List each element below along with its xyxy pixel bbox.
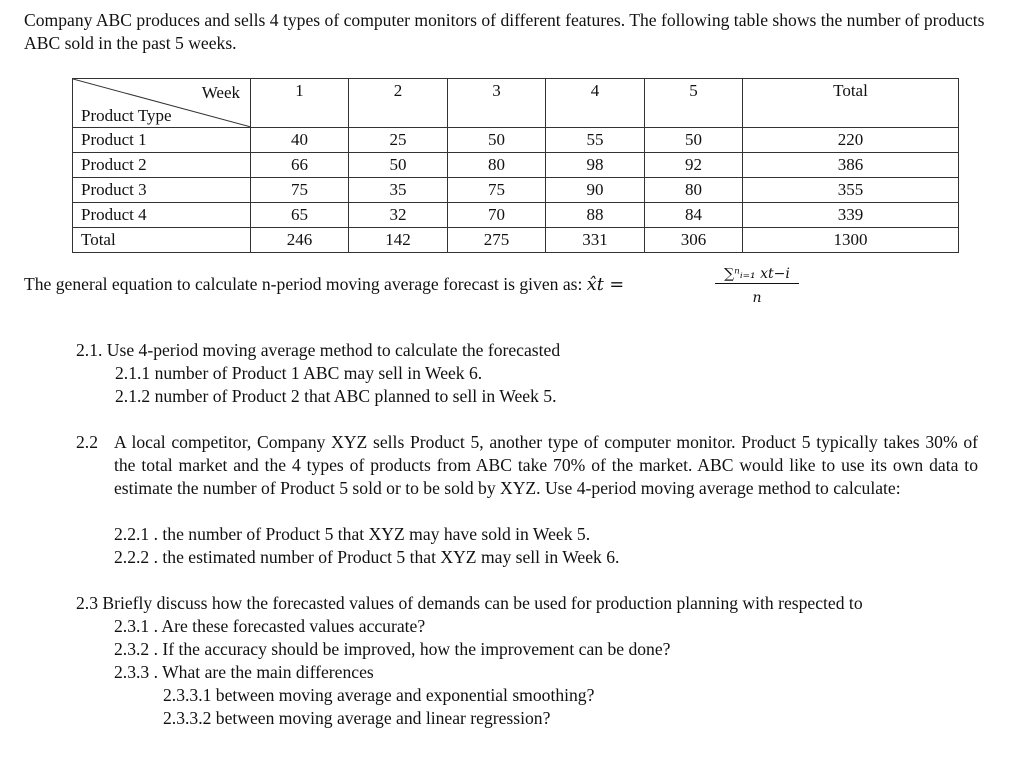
grand-total: 1300 — [743, 228, 959, 253]
table-cell: 35 — [349, 178, 448, 203]
table-cell: 55 — [546, 128, 645, 153]
row-total: 339 — [743, 203, 959, 228]
week-column-header: 1 — [251, 79, 349, 128]
week-header: Week — [201, 83, 240, 102]
table-cell: 246 — [251, 228, 349, 253]
corner-cell — [73, 79, 251, 128]
question-2-3-title: 2.3 Briefly discuss how the forecasted values of demands can be used for production planning with respected to — [76, 593, 863, 613]
question-2-2-1: 2.2.1 . the number of Product 5 that XYZ may have sold in Week 5. — [114, 524, 591, 544]
table-cell: 98 — [546, 153, 645, 178]
table-cell: 50 — [448, 128, 546, 153]
table-cell: 84 — [645, 203, 743, 228]
table-cell: 70 — [448, 203, 546, 228]
equation-fraction — [715, 266, 799, 306]
table-cell: 90 — [546, 178, 645, 203]
week-column-header: 3 — [448, 79, 546, 128]
question-2-3-2: 2.3.2 . If the accuracy should be improved, how the improvement can be done? — [114, 639, 671, 659]
table-cell: 75 — [448, 178, 546, 203]
table-header-row — [73, 79, 959, 128]
equation-denominator: n — [752, 290, 762, 306]
equation-lhs: x̂t = — [586, 275, 625, 295]
question-2-2-text: A local competitor, Company XYZ sells Product 5, another type of computer monitor. Product 5 typically takes 30% of the total market and the 4 types of products from ABC take 70% of the market. ABC would like to use its own data to estimate the number of Product 5 sold or to be sold by XYZ. Use 4-period moving average method to calculate: — [114, 432, 978, 498]
question-2-1-2: 2.1.2 number of Product 2 that ABC planned to sell in Week 5. — [115, 386, 557, 406]
row-total: 220 — [743, 128, 959, 153]
table-row — [73, 203, 959, 228]
table-cell: 50 — [645, 128, 743, 153]
question-2-3-3-2: 2.3.3.2 between moving average and linear regression? — [163, 708, 551, 728]
table-cell: 65 — [251, 203, 349, 228]
table-cell: 40 — [251, 128, 349, 153]
total-column-header: Total — [743, 79, 959, 128]
table-cell: 50 — [349, 153, 448, 178]
product-type-header: Product Type — [81, 106, 172, 125]
table-cell: 306 — [645, 228, 743, 253]
row-label: Product 3 — [73, 178, 251, 203]
week-column-header: 4 — [546, 79, 645, 128]
table-cell: 80 — [448, 153, 546, 178]
question-2-1-title: 2.1. Use 4-period moving average method to calculate the forecasted — [76, 340, 561, 360]
table-cell: 66 — [251, 153, 349, 178]
week-column-header: 5 — [645, 79, 743, 128]
table-cell: 88 — [546, 203, 645, 228]
table-row — [73, 178, 959, 203]
row-total: 386 — [743, 153, 959, 178]
table-row — [73, 128, 959, 153]
question-2-3-1: 2.3.1 . Are these forecasted values accurate? — [114, 616, 426, 636]
equation-numerator: ∑ⁿᵢ₌₁ xt−i — [715, 266, 799, 284]
question-2-1-1: 2.1.1 number of Product 1 ABC may sell in Week 6. — [115, 363, 483, 383]
intro-paragraph: Company ABC produces and sells 4 types of computer monitors of different features. The following table shows the number of products ABC sold in the past 5 weeks. — [24, 10, 985, 53]
table-cell: 142 — [349, 228, 448, 253]
row-label: Total — [73, 228, 251, 253]
table-cell: 75 — [251, 178, 349, 203]
table-cell: 80 — [645, 178, 743, 203]
row-total: 355 — [743, 178, 959, 203]
question-2-3-3: 2.3.3 . What are the main differences — [114, 662, 374, 682]
row-label: Product 2 — [73, 153, 251, 178]
table-cell: 331 — [546, 228, 645, 253]
row-label: Product 4 — [73, 203, 251, 228]
equation-line — [24, 273, 624, 297]
table-row-total — [73, 228, 959, 253]
table-cell: 32 — [349, 203, 448, 228]
week-column-header: 2 — [349, 79, 448, 128]
table-cell: 92 — [645, 153, 743, 178]
equation-text: The general equation to calculate n-period moving average forecast is given as: — [24, 274, 583, 294]
row-label: Product 1 — [73, 128, 251, 153]
table-row — [73, 153, 959, 178]
table-cell: 275 — [448, 228, 546, 253]
sales-table — [72, 78, 959, 253]
question-2-2-number: 2.2 — [76, 432, 98, 452]
question-2-3-3-1: 2.3.3.1 between moving average and exponential smoothing? — [163, 685, 595, 705]
table-cell: 25 — [349, 128, 448, 153]
question-2-2-2: 2.2.2 . the estimated number of Product 5 that XYZ may sell in Week 6. — [114, 547, 620, 567]
